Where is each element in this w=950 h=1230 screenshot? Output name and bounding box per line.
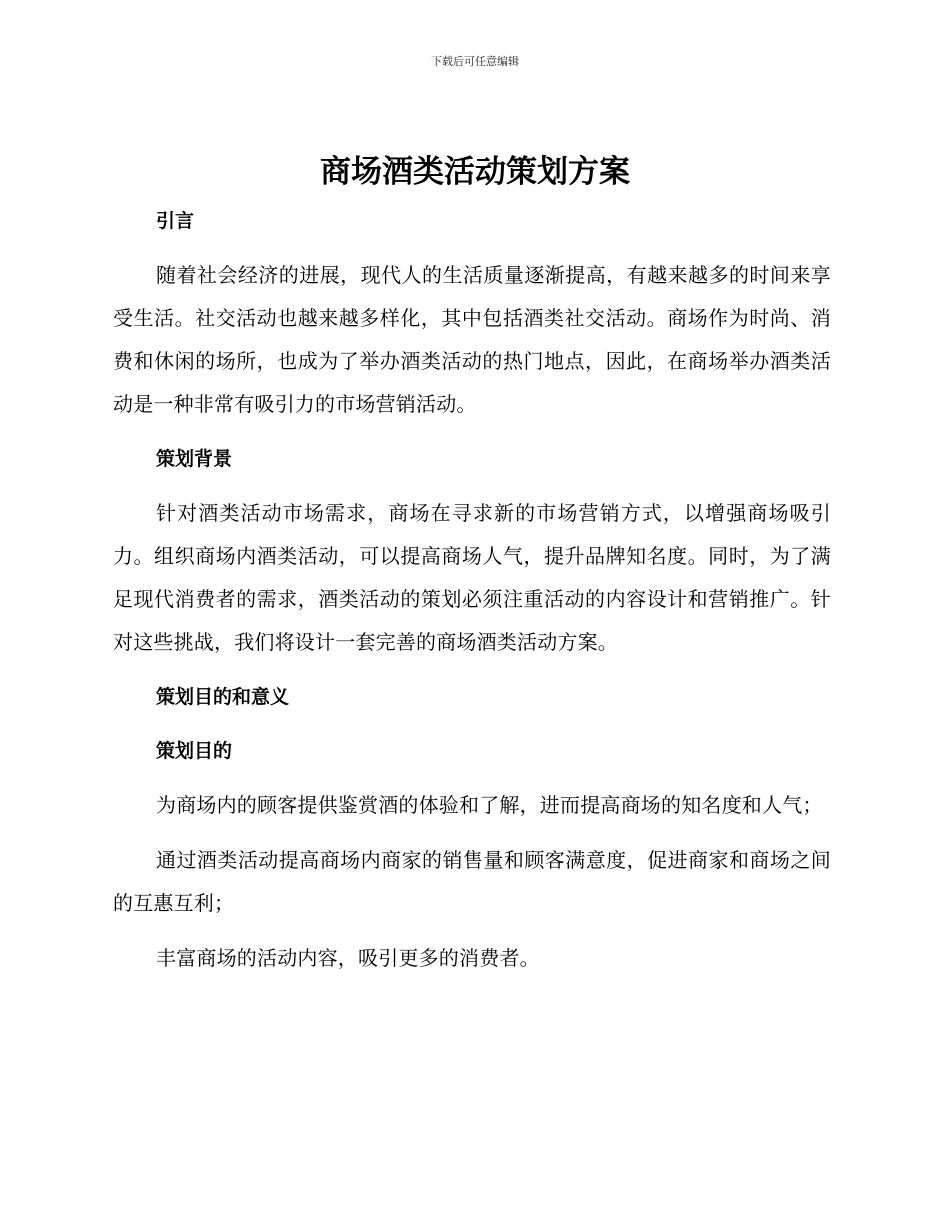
page-title: 商场酒类活动策划方案 <box>320 154 630 190</box>
paragraph-goal-3: 丰富商场的活动内容，吸引更多的消费者。 <box>156 946 540 970</box>
section-heading-intro: 引言 <box>156 210 195 232</box>
section-heading-background: 策划背景 <box>156 448 233 470</box>
subsection-heading-goal: 策划目的 <box>156 740 233 762</box>
section-heading-purpose: 策划目的和意义 <box>156 686 290 708</box>
paragraph-goal-1: 为商场内的顾客提供鉴赏酒的体验和了解，进而提高商场的知名度和人气； <box>156 793 823 817</box>
document-body <box>113 200 831 980</box>
paragraph-goal-2: 通过酒类活动提高商场内商家的销售量和顾客满意度，促进商家和商场之间的互惠互利； <box>113 848 831 915</box>
paragraph-background: 针对酒类活动市场需求，商场在寻求新的市场营销方式，以增强商场吸引力。组织商场内酒类活动，可以提高商场人气，提升品牌知名度。同时，为了满足现代消费者的需求，酒类活动的策划必须注重活动的内容设计和营销推广。针对这些挑战，我们将设计一套完善的商场酒类活动方案。 <box>113 501 831 654</box>
header-note: 下载后可任意编辑 <box>431 55 519 68</box>
paragraph-intro: 随着社会经济的进展，现代人的生活质量逐渐提高，有越来越多的时间来享受生活。社交活动也越来越多样化，其中包括酒类社交活动。商场作为时尚、消费和休闲的场所，也成为了举办酒类活动的热门地点，因此，在商场举办酒类活动是一种非常有吸引力的市场营销活动。 <box>113 263 831 416</box>
